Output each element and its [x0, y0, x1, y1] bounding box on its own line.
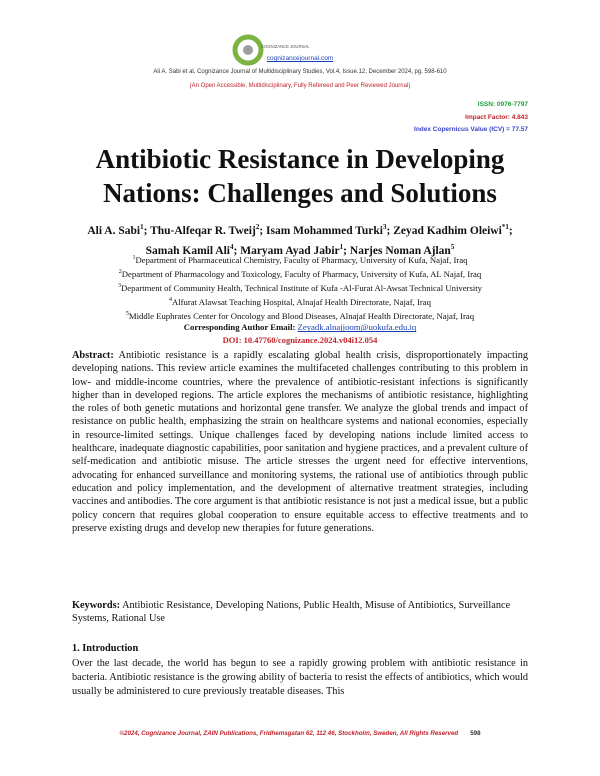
affiliation-item — [60, 252, 540, 266]
author-affiliation-marker: 5 — [450, 242, 455, 251]
logo-text: COGNIZANCE JOURNAL — [261, 44, 310, 49]
paper-title: Antibiotic Resistance in Developing Nations: Challenges and Solutions — [95, 144, 505, 208]
author-name: Zeyad Kadhim Oleiwi — [393, 224, 502, 237]
page-footer — [0, 730, 600, 737]
author-affiliation-marker: 4 — [230, 242, 234, 251]
page-number: 598 — [470, 730, 481, 737]
author-name: Samah Kamil Ali — [145, 244, 230, 257]
introduction-text: Over the last decade, the world has begun to see a rapidly growing problem with antibiotic resistance in bacteria. Antibiotic resistance is the growing ability of bacteria to resist the effects of antibiotics, which would usually be administered to cure previously treatable diseases. This — [72, 658, 528, 697]
corresponding-label: Corresponding Author Email: — [183, 322, 296, 333]
citation-line: Ali A. Sabi et al, Cognizance Journal of Multidisciplinary Studies, Vol.4, Issue.12, December 2024, pg. 598-610 — [153, 69, 447, 75]
icv-label: Index Copernicus Value (ICV) = 77.57 — [414, 126, 528, 133]
corresponding-email-link[interactable]: Zeyadk.alnajjoom@uokufa.edu.iq — [297, 322, 417, 333]
affiliation-marker: 4 — [168, 296, 172, 303]
affiliation-item — [60, 266, 540, 280]
impact-factor-label: Impact Factor: 4.843 — [465, 114, 528, 121]
introduction-heading: 1. Introduction — [72, 643, 139, 654]
author-separator: ; — [233, 244, 241, 257]
affiliation-list — [60, 252, 540, 321]
author-name: Narjes Noman Ajlan — [349, 244, 451, 257]
affiliation-item — [60, 280, 540, 294]
author-separator: ; — [343, 244, 350, 257]
keywords-text: Antibiotic Resistance, Developing Nations, Public Health, Misuse of Antibiotics, Surveillance Systems, Rational Use — [72, 600, 511, 625]
author-name: Maryam Ayad Jabir — [240, 244, 340, 257]
doi-link[interactable]: DOI: 10.47760/cognizance.2024.v04i12.054 — [222, 335, 378, 345]
keywords — [72, 599, 528, 626]
author-affiliation-marker: 3 — [382, 223, 387, 231]
author-separator: ; — [508, 224, 513, 237]
abstract-text: Antibiotic resistance is a rapidly escalating global health crisis, disproportionately impacting developing nations. This review article examines the multifaceted challenges contributing to this problem in low- and middle-income countries, where the prevalence of antibiotic-resistant infections is significantly higher than in developed regions. The article explores the mechanisms of antibiotic resistance, highlighting the roles of both genetic mutations and horizontal gene transfer. We analyze the global trends and impact of resistance on public health, emphasizing the strain on healthcare systems and national economies, especially in resource-limited settings. Unique challenges faced by developing nations include limited access to healthcare, inadequate diagnostic capabilities, poor sanitation and hygiene practices, and a prevalent culture of self-medication and antibiotic misuse. The article stresses the urgent need for effective interventions, advocating for enhanced surveillance and monitoring systems, the rational use of antibiotics through public education and policy implementation, and the development of alternative treatment strategies, including vaccines and antibodies. The core argument is that antibiotic resistance is not just a medical issue, but a public policy concern that requires global cooperation to ensure equitable access to effective treatments and to preserve existing drugs and develop new therapies for future generations. — [72, 350, 528, 534]
author-separator: ; — [386, 224, 394, 237]
affiliation-text: Alfurat Alawsat Teaching Hospital, Alnajaf Health Directorate, Najaf, Iraq — [171, 296, 432, 307]
affiliation-item — [60, 308, 540, 322]
affiliation-text: Department of Pharmaceutical Chemistry, Faculty of Pharmacy, University of Kufa, Najaf, Iraq — [135, 254, 468, 265]
journal-url-link[interactable]: cognizancejournal.com — [266, 55, 334, 62]
author-separator: ; — [143, 224, 151, 237]
affiliation-marker: 5 — [125, 310, 129, 317]
affiliation-marker: 1 — [132, 255, 136, 261]
author-affiliation-marker: 1 — [339, 242, 344, 251]
affiliation-text: Department of Community Health, Technical Institute of Kufa -Al-Furat Al-Awsat Technical University — [121, 282, 482, 293]
affiliations — [60, 252, 540, 333]
footer-copyright: ©2024, Cognizance Journal, ZAIN Publications, Fridhemsgatan 62, 112 46, Stockholm, Sweden, All Rights Reserved — [119, 730, 459, 737]
author-name: Ali A. Sabi — [87, 224, 141, 237]
corresponding-author — [60, 321, 540, 333]
affiliation-item — [60, 294, 540, 308]
author-affiliation-marker: *1 — [501, 223, 509, 231]
affiliation-text: Middle Euphrates Center for Oncology and Blood Diseases, Alnajaf Health Directorate, Najaf, Iraq — [128, 310, 475, 321]
access-note: (An Open Accessible, Multidisciplinary, Fully Refereed and Peer Reviewed Journal) — [189, 83, 411, 89]
author-name: Isam Mohammed Turki — [266, 224, 383, 237]
author-name: Thu-Alfeqar R. Tweij — [150, 224, 256, 237]
abstract-label: Abstract: — [72, 350, 114, 361]
author-affiliation-marker: 2 — [255, 223, 260, 231]
author-affiliation-marker: 1 — [140, 223, 144, 231]
affiliation-text: Department of Pharmacology and Toxicology, Faculty of Pharmacy, University of Kufa, AL Najaf, Iraq — [121, 268, 482, 279]
keywords-label: Keywords: — [72, 600, 121, 611]
author-separator: ; — [259, 224, 267, 237]
affiliation-marker: 2 — [118, 268, 122, 275]
issn-label: ISSN: 0976-7797 — [477, 101, 528, 108]
affiliation-marker: 3 — [118, 282, 121, 289]
abstract — [72, 349, 528, 535]
